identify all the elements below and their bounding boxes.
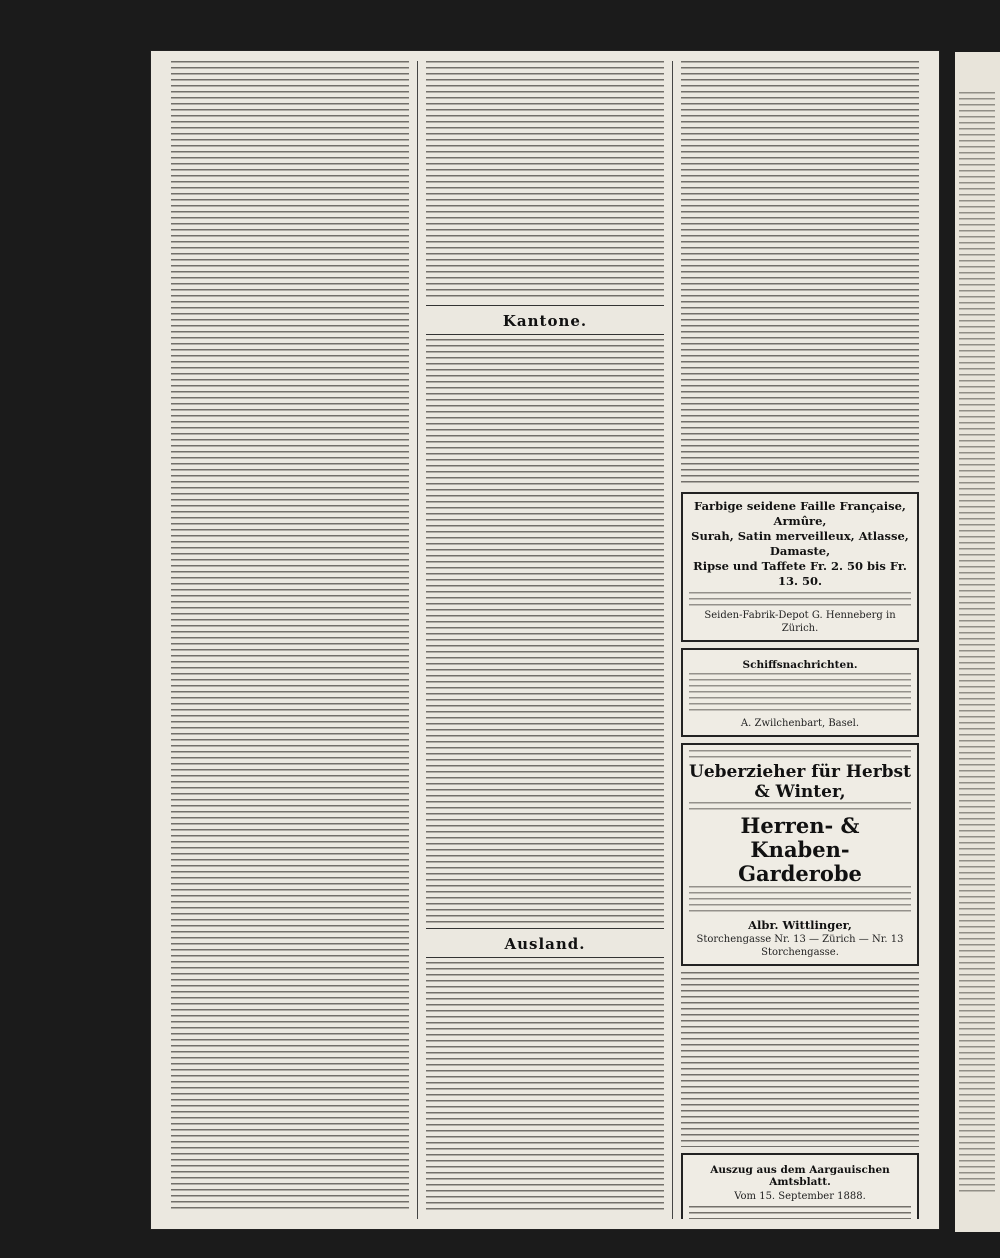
column-3: [673, 61, 927, 1219]
article-text: [426, 61, 664, 301]
ship-agent: A. Zwilchenbart, Basel.: [740, 718, 860, 729]
article-text: [426, 962, 664, 1212]
coats-ad-address: Storchengasse Nr. 13 — Zürich — Nr. 13 Storchengasse.: [696, 934, 904, 958]
ship-news-title: Schiffsnachrichten.: [742, 659, 858, 671]
silk-ad-line-1: Farbige seidene Faille Française, Armûre,: [694, 499, 906, 528]
amtsblatt-box: [681, 1153, 919, 1219]
amtsblatt-date: Vom 15. September 1888.: [734, 1191, 866, 1202]
silk-ad-line-2: Surah, Satin merveilleux, Atlasse, Damaste,: [691, 529, 909, 558]
divider: [426, 305, 664, 306]
article-text: [681, 972, 919, 1147]
section-heading-ausland: Ausland.: [504, 935, 586, 953]
silk-ad-line-4: Seiden-Fabrik-Depot G. Henneberg in Zürich.: [704, 610, 896, 634]
garment-advertisement: [681, 743, 919, 966]
silk-ad-line-3: Ripse und Taffete Fr. 2. 50 bis Fr. 13. 50.: [693, 559, 907, 588]
ad-text: [689, 750, 911, 758]
amtsblatt-title: Auszug aus dem Aargauischen Amtsblatt.: [710, 1164, 890, 1188]
article-text: [426, 339, 664, 924]
adjacent-page-edge: [955, 52, 1000, 1232]
newspaper-page: [150, 50, 940, 1230]
silk-advertisement: [681, 492, 919, 642]
divider: [426, 928, 664, 929]
ship-news-advertisement: [681, 648, 919, 737]
article-text: [681, 61, 919, 486]
ad-text: [689, 886, 911, 914]
divider: [426, 957, 664, 958]
coats-ad-name: Albr. Wittlinger,: [748, 918, 852, 932]
article-text: [171, 61, 409, 1211]
coats-ad-line-2: Herren- & Knaben-Garderobe: [738, 813, 862, 886]
divider: [426, 334, 664, 335]
ad-text: [689, 802, 911, 810]
column-1: [163, 61, 418, 1219]
ad-text: [689, 673, 911, 713]
article-text: [689, 1206, 911, 1219]
adjacent-page-text: [959, 92, 995, 1192]
column-2: [418, 61, 673, 1219]
ad-text: [689, 592, 911, 606]
coats-ad-line-1: Ueberzieher für Herbst & Winter,: [689, 762, 911, 802]
section-heading-kantone: Kantone.: [502, 312, 588, 330]
